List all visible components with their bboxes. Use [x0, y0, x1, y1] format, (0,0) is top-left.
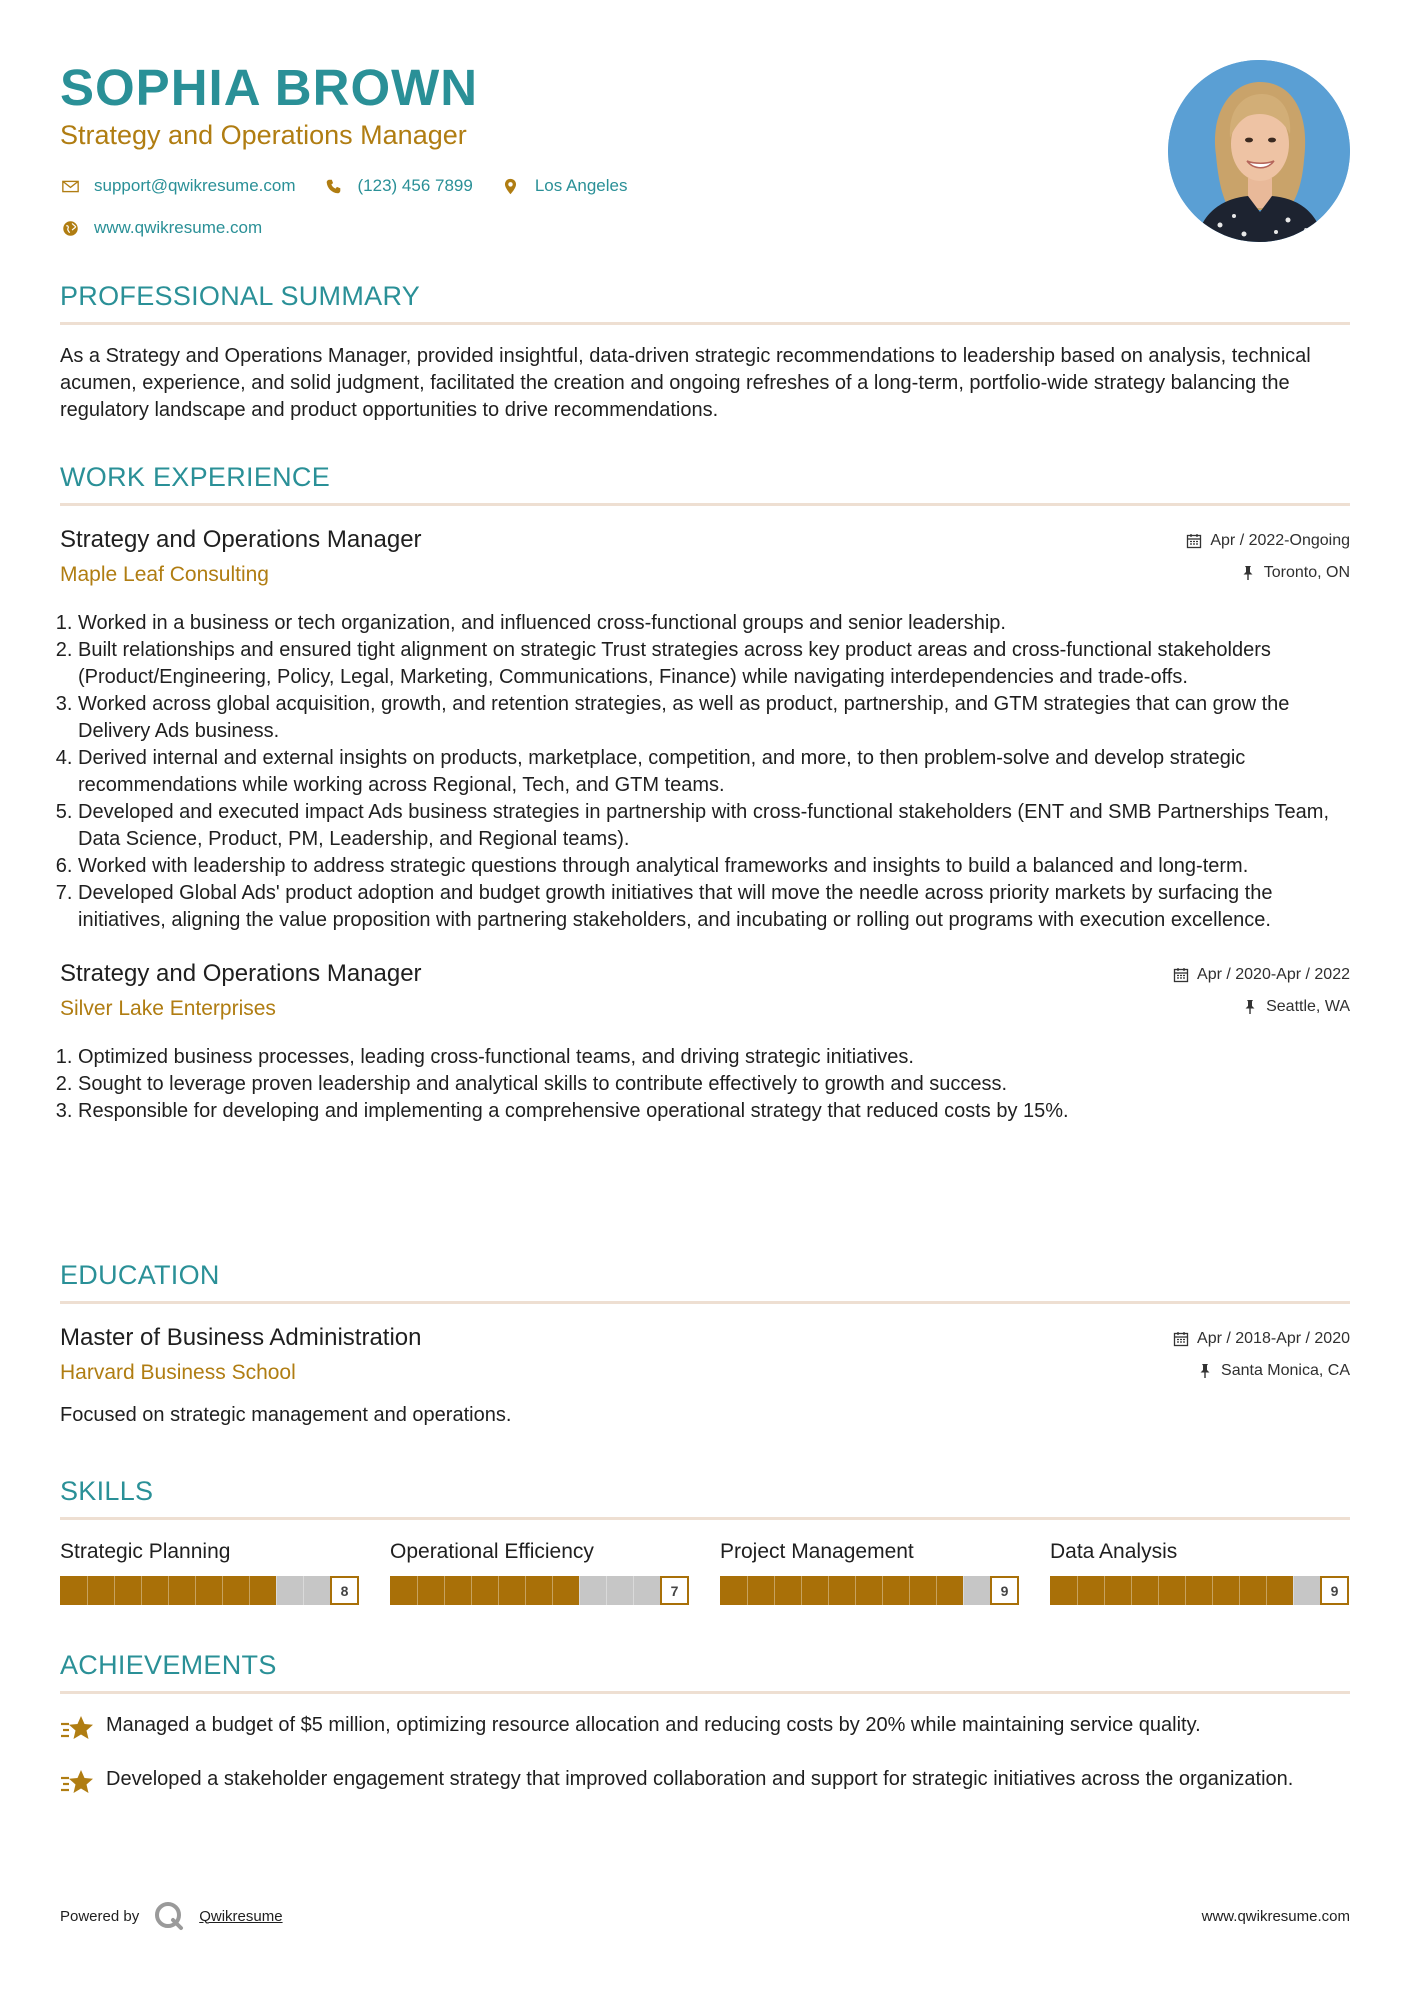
- job-bullets: [60, 1044, 1350, 1125]
- skill-item: [1050, 1540, 1349, 1605]
- achievements-heading: ACHIEVEMENTS: [60, 1650, 277, 1680]
- skills-list: [60, 1540, 1350, 1605]
- achievements-list: [60, 1712, 1350, 1800]
- skill-name: Project Management: [720, 1540, 914, 1563]
- job-bullet: 2. Built relationships and ensured tight alignment on strategic Trust strategies across key product areas and cross-functional stakeholders (Product/Engineering, Policy, Legal, Marketing, Communications, Finance) while navigating interdependencies and trade-offs.: [78, 637, 1350, 691]
- section-divider: [60, 1301, 1350, 1304]
- achievement-text: Developed a stakeholder engagement strategy that improved collaboration and support for strategic initiatives across the organization.: [106, 1768, 1294, 1790]
- job-entry: [60, 526, 1350, 934]
- skill-level-fill: [720, 1576, 963, 1605]
- skill-score: 9: [990, 1576, 1019, 1605]
- website-text: www.qwikresume.com: [94, 218, 263, 237]
- job-title: Strategy and Operations Manager: [60, 960, 422, 987]
- skill-segment-divider: [222, 1576, 223, 1605]
- skill-name: Operational Efficiency: [390, 1540, 594, 1563]
- skill-segment-divider: [1077, 1576, 1078, 1605]
- star-icon: [60, 1766, 94, 1800]
- education-heading: EDUCATION: [60, 1260, 220, 1290]
- job-header: [60, 960, 1350, 1030]
- skills-heading: SKILLS: [60, 1476, 154, 1506]
- skill-segment-divider: [909, 1576, 910, 1605]
- skill-segment-divider: [1212, 1576, 1213, 1605]
- job-bullet: 1. Optimized business processes, leading cross-functional teams, and driving strategic initiatives.: [78, 1044, 1350, 1071]
- skill-segment-divider: [774, 1576, 775, 1605]
- profile-photo: [1168, 60, 1350, 242]
- skill-level-bar: [60, 1576, 359, 1605]
- job-bullet: 7. Developed Global Ads' product adoption and budget growth initiatives that will move the needle across priority markets by surfacing the initiatives, aligning the value proposition with partnering stakeholders, and incubating or rolling out programs with execution excellence.: [78, 880, 1350, 934]
- skill-segment-divider: [303, 1576, 304, 1605]
- contact-website[interactable]: [60, 218, 262, 238]
- skill-item: [720, 1540, 1019, 1605]
- job-title: Strategy and Operations Manager: [60, 526, 422, 553]
- skill-segment-divider: [168, 1576, 169, 1605]
- job-bullet: 6. Worked with leadership to address strategic questions through analytical frameworks and insights to build a balanced and long-term.: [78, 853, 1350, 880]
- section-divider: [60, 322, 1350, 325]
- skill-segment-divider: [1293, 1576, 1294, 1605]
- job-date: [1186, 532, 1350, 550]
- achievement-item: [60, 1766, 1350, 1800]
- skill-segment-divider: [747, 1576, 748, 1605]
- skill-segment-divider: [141, 1576, 142, 1605]
- job-location-text: Seattle, WA: [1266, 998, 1350, 1015]
- skill-segment-divider: [417, 1576, 418, 1605]
- globe-icon: [60, 218, 80, 238]
- skill-level-fill: [390, 1576, 579, 1605]
- skill-segment-divider: [579, 1576, 580, 1605]
- footer-powered-by: [60, 1900, 283, 1932]
- skill-segment-divider: [801, 1576, 802, 1605]
- qwikresume-logo-icon: [153, 1900, 185, 1932]
- job-location: [1242, 998, 1350, 1016]
- candidate-name: SOPHIA BROWN: [60, 59, 479, 116]
- education-location-text: Santa Monica, CA: [1221, 1362, 1350, 1379]
- experience-section: [60, 462, 1350, 1125]
- section-divider: [60, 503, 1350, 506]
- achievements-section: [60, 1650, 1350, 1800]
- skill-segment-divider: [963, 1576, 964, 1605]
- location-text: Los Angeles: [534, 176, 628, 195]
- email-text: support@qwikresume.com: [94, 176, 296, 195]
- summary-text: As a Strategy and Operations Manager, provided insightful, data-driven strategic recommendations to leadership based on analysis, technical acumen, experience, and solid judgment, facilitated the creation and ongoing refreshes of a long-term, portfolio-wide strategy balancing the regulatory landscape and product opportunities to drive recommendations.: [60, 345, 1311, 421]
- job-bullet: 4. Derived internal and external insights on products, marketplace, competition, and more, to then problem-solve and develop strategic recommendations while working across Regional, Tech, and GTM teams.: [78, 745, 1350, 799]
- skill-segment-divider: [498, 1576, 499, 1605]
- skill-segment-divider: [525, 1576, 526, 1605]
- job-bullet: 3. Worked across global acquisition, growth, and retention strategies, as well as product, partnership, and GTM strategies that can grow the Delivery Ads business.: [78, 691, 1350, 745]
- job-bullet: 2. Sought to leverage proven leadership and analytical skills to contribute effectively to growth and success.: [78, 1071, 1350, 1098]
- contact-phone[interactable]: [324, 176, 473, 196]
- job-date-text: Apr / 2020-Apr / 2022: [1197, 966, 1350, 983]
- skill-segment-divider: [1266, 1576, 1267, 1605]
- skill-level-bar: [390, 1576, 689, 1605]
- calendar-icon: [1173, 967, 1189, 983]
- job-location-text: Toronto, ON: [1263, 564, 1350, 581]
- summary-section: [60, 281, 1350, 424]
- degree-title: Master of Business Administration: [60, 1324, 422, 1351]
- pushpin-icon: [1242, 999, 1258, 1015]
- powered-by-label: Powered by: [60, 1907, 140, 1925]
- pushpin-icon: [1240, 565, 1256, 581]
- achievement-item: [60, 1712, 1350, 1746]
- skill-item: [60, 1540, 359, 1605]
- job-bullet: 3. Responsible for developing and implementing a comprehensive operational strategy that reduced costs by 15%.: [78, 1098, 1350, 1125]
- skill-segment-divider: [855, 1576, 856, 1605]
- summary-heading: PROFESSIONAL SUMMARY: [60, 281, 421, 311]
- pushpin-icon: [1197, 1363, 1213, 1379]
- skill-segment-divider: [606, 1576, 607, 1605]
- skill-segment-divider: [1131, 1576, 1132, 1605]
- contact-row-primary: [60, 172, 655, 200]
- job-company: Silver Lake Enterprises: [60, 997, 276, 1020]
- education-header: [60, 1324, 1350, 1394]
- envelope-icon: [60, 176, 80, 196]
- education-entry: [60, 1324, 1350, 1429]
- skills-section: [60, 1476, 1350, 1605]
- skill-segment-divider: [828, 1576, 829, 1605]
- skill-segment-divider: [114, 1576, 115, 1605]
- job-entry: [60, 960, 1350, 1125]
- qwikresume-link[interactable]: Qwikresume: [199, 1907, 283, 1925]
- calendar-icon: [1186, 533, 1202, 549]
- job-company: Maple Leaf Consulting: [60, 563, 269, 586]
- phone-text: (123) 456 7899: [357, 176, 473, 195]
- section-divider: [60, 1517, 1350, 1520]
- experience-heading: WORK EXPERIENCE: [60, 462, 331, 492]
- contact-location: [501, 176, 628, 196]
- calendar-icon: [1173, 1331, 1189, 1347]
- education-date-text: Apr / 2018-Apr / 2020: [1197, 1330, 1350, 1347]
- job-bullets: [60, 610, 1350, 934]
- star-icon: [60, 1712, 94, 1746]
- job-header: [60, 526, 1350, 596]
- skill-level-fill: [1050, 1576, 1293, 1605]
- skill-segment-divider: [276, 1576, 277, 1605]
- skill-segment-divider: [936, 1576, 937, 1605]
- skill-score: 8: [330, 1576, 359, 1605]
- school-name: Harvard Business School: [60, 1361, 296, 1384]
- skill-segment-divider: [195, 1576, 196, 1605]
- skill-name: Data Analysis: [1050, 1540, 1178, 1563]
- skill-segment-divider: [552, 1576, 553, 1605]
- skill-segment-divider: [471, 1576, 472, 1605]
- skill-level-bar: [720, 1576, 1019, 1605]
- contact-row-secondary: [60, 214, 655, 242]
- skill-level-bar: [1050, 1576, 1349, 1605]
- skill-segment-divider: [633, 1576, 634, 1605]
- job-date: [1173, 966, 1350, 984]
- map-pin-icon: [501, 176, 521, 196]
- contact-email[interactable]: [60, 176, 296, 196]
- skill-segment-divider: [249, 1576, 250, 1605]
- skill-name: Strategic Planning: [60, 1540, 231, 1563]
- achievement-text: Managed a budget of $5 million, optimizing resource allocation and reducing costs by 20% while maintaining service quality.: [106, 1714, 1201, 1736]
- skill-segment-divider: [1158, 1576, 1159, 1605]
- skill-segment-divider: [1185, 1576, 1186, 1605]
- skill-score: 7: [660, 1576, 689, 1605]
- skill-segment-divider: [1104, 1576, 1105, 1605]
- skill-segment-divider: [1239, 1576, 1240, 1605]
- skill-item: [390, 1540, 689, 1605]
- skill-score: 9: [1320, 1576, 1349, 1605]
- job-date-text: Apr / 2022-Ongoing: [1210, 532, 1350, 549]
- section-divider: [60, 1691, 1350, 1694]
- education-location: [1197, 1362, 1350, 1380]
- candidate-title: Strategy and Operations Manager: [60, 120, 467, 150]
- skill-segment-divider: [87, 1576, 88, 1605]
- job-bullet: 1. Worked in a business or tech organization, and influenced cross-functional groups and senior leadership.: [78, 610, 1350, 637]
- job-location: [1240, 564, 1350, 582]
- skill-segment-divider: [882, 1576, 883, 1605]
- education-section: [60, 1260, 1350, 1429]
- education-date: [1173, 1330, 1350, 1348]
- phone-icon: [324, 176, 344, 196]
- skill-segment-divider: [444, 1576, 445, 1605]
- education-description: Focused on strategic management and operations.: [60, 1404, 512, 1426]
- job-bullet: 5. Developed and executed impact Ads business strategies in partnership with cross-functional stakeholders (ENT and SMB Partnerships Team, Data Science, Product, PM, Leadership, and Regional teams).: [78, 799, 1350, 853]
- contact-info: [60, 172, 655, 256]
- footer-website[interactable]: www.qwikresume.com: [1201, 1908, 1350, 1925]
